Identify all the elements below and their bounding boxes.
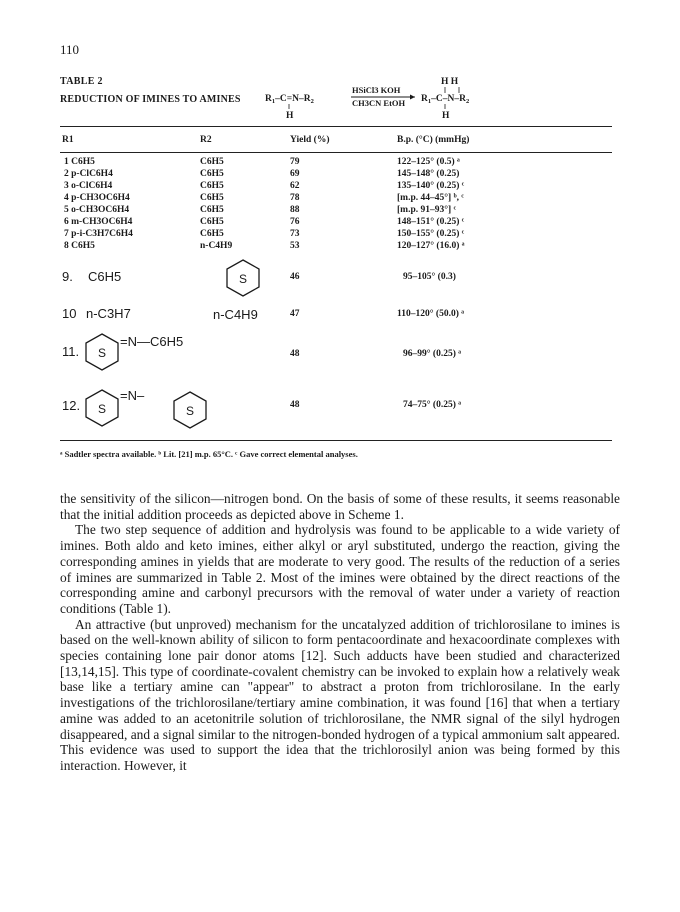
col-header-bp: B.p. (°C) (mmHg) <box>397 135 470 145</box>
reaction-h-below: H <box>286 111 294 121</box>
table-footnote: ᵃ Sadtler spectra available. ᵇ Lit. [21] m.p. 65°C. ᶜ Gave correct elemental analyses. <box>60 449 358 459</box>
col-header-r2: R2 <box>200 135 212 145</box>
paragraph: An attractive (but unproved) mechanism for the uncatalyzed addition of trichlorosilane to imines is based on the well-known ability of silicon to form pentacoordinate and hexacoordinate complexes with species containing lone pair donor atoms [12]. Such adducts have been studied and characterized [13,14,15]. This type of coordinate-covalent chemistry can be invoked to explain how a relatively weak base like a tertiary amine can "appear" to abstract a proton from trichlorosilane. In the early investigations of the trichlorosilane/tertiary amine combination, it was found [16] that when a tertiary amine was added to an acetonitrile solution of trichlorosilane, the NMR signal of the silyl hydrogen disappeared, and a signal similar to the nitrogen-bonded hydrogen of a typical ammonium salt appeared. This evidence was used to support the idea that the trichlorosilyl anion was being formed by this interaction. However, it <box>60 616 620 773</box>
paragraph: the sensitivity of the silicon—nitrogen bond. On the basis of some of these results, it seems reasonable that the initial addition proceeds as depicted above in Scheme 1. <box>60 491 620 522</box>
col-header-yield: Yield (%) <box>290 135 330 145</box>
svg-text:S: S <box>98 402 107 416</box>
table-title: REDUCTION OF IMINES TO AMINES <box>60 94 241 105</box>
body-text <box>60 491 620 774</box>
reaction-scheme <box>265 76 535 126</box>
table-top-rule <box>60 126 612 127</box>
reaction-product: $R_1-C-N-R_2$ <box>421 94 470 105</box>
svg-text:S: S <box>239 272 248 286</box>
reaction-reactant: $R_1-C=N-R_2$ <box>265 94 314 105</box>
svg-text:S: S <box>98 346 107 360</box>
svg-text:S: S <box>186 404 195 418</box>
cyclohexylidene-ring <box>82 332 122 372</box>
reaction-h-top: H H <box>441 77 459 87</box>
cyclohexylidene-ring <box>82 388 122 428</box>
reaction-reagent-top: HSiCl3 KOH <box>352 85 401 95</box>
cyclohexyl-ring <box>223 258 263 298</box>
reaction-reagent-bottom: CH3CN EtOH <box>352 98 406 108</box>
reaction-h-bottom: H <box>442 111 450 121</box>
cyclohexyl-ring-2 <box>170 390 210 430</box>
col-header-r1: R1 <box>62 135 74 145</box>
paragraph: The two step sequence of addition and hydrolysis was found to be applicable to a wide variety of imines. Both aldo and keto imines, either alkyl or aryl substituted, undergo the reaction, giving the corresponding amines in yields that are moderate to very good. The results of the reduction of a series of imines are summarized in Table 2. Most of the imines were obtained by the direct reactions of the corresponding amine and carbonyl precursors with the removal of water under a variety of reaction conditions (Table 1). <box>60 522 620 616</box>
page-number: 110 <box>60 42 80 57</box>
table-bottom-rule <box>60 440 612 441</box>
table-header-rule <box>60 152 612 153</box>
table-label: TABLE 2 <box>60 76 103 87</box>
